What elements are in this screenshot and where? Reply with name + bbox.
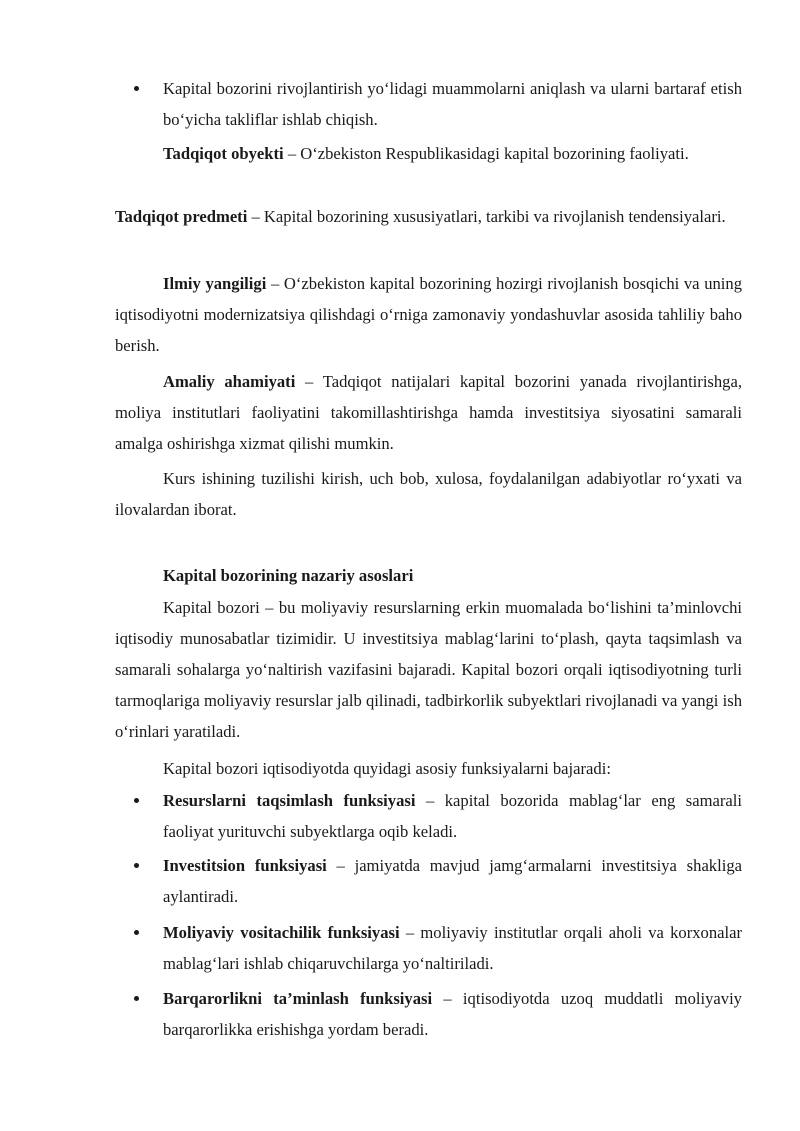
body-paragraph-2 [115, 753, 742, 784]
practical-label: Amaliy ahamiyati [163, 372, 296, 391]
bullet-icon [134, 930, 139, 935]
body-paragraph-1-text: Kapital bozori – bu moliyaviy resurslarning erkin muomalada bo‘lishini ta’minlovchi iqtisodiy munosabatlar tizimidir. U investitsiya mablag‘larini to‘plash, qayta taqsimlash va samarali sohalarga yo‘naltirish vazifasini bajaradi. Kapital bozori orqali iqtisodiyotning turli tarmoqlariga moliyaviy resurslar jalb qilinadi, tadbirkorlik subyektlari rivojlanadi va yangi ish o‘rinlari yaratiladi. [115, 598, 742, 741]
novelty-label: Ilmiy yangiligi [163, 274, 267, 293]
practical-paragraph [115, 366, 742, 459]
function-text: – iqtisodiyotda uzoq muddatli moliyaviy barqarorlikka erishishga yordam beradi. [163, 989, 742, 1039]
bullet-icon [134, 798, 139, 803]
structure-text: Kurs ishining tuzilishi kirish, uch bob, xulosa, foydalanilgan adabiyotlar ro‘yxati va ilovalardan iborat. [115, 469, 742, 519]
section-heading: Kapital bozorining nazariy asoslari [163, 566, 414, 585]
function-text: – jamiyatda mavjud jamg‘armalarni investitsiya shakliga aylantiradi. [163, 856, 742, 906]
research-object-paragraph [115, 138, 742, 169]
function-label: Moliyaviy vositachilik funksiyasi [163, 923, 400, 942]
body-paragraph-2-text: Kapital bozori iqtisodiyotda quyidagi asosiy funksiyalarni bajaradi: [163, 759, 611, 778]
bullet-icon [134, 996, 139, 1001]
research-subject-label: Tadqiqot predmeti [115, 207, 248, 226]
body-paragraph-1 [115, 592, 742, 747]
intro-bullet-item [163, 73, 742, 135]
bullet-icon [134, 863, 139, 868]
function-label: Resurslarni taqsimlash funksiyasi [163, 791, 416, 810]
function-list-item [163, 850, 742, 912]
function-list-item [163, 917, 742, 979]
function-label: Barqarorlikni ta’minlash funksiyasi [163, 989, 433, 1008]
novelty-text: – O‘zbekiston kapital bozorining hozirgi rivojlanish bosqichi va uning iqtisodiyotni modernizatsiya qilishdagi o‘rniga zamonaviy yondashuvlar asosida tahliliy baho berish. [115, 274, 742, 355]
intro-bullet-text: Kapital bozorini rivojlantirish yo‘lidagi muammolarni aniqlash va ularni bartaraf etish bo‘yicha takliflar ishlab chiqish. [163, 79, 742, 129]
practical-text: – Tadqiqot natijalari kapital bozorini yanada rivojlantirishga, moliya institutlari faoliyatini takomillashtirishga hamda investitsiya siyosatini samarali amalga oshirishga xizmat qilishi mumkin. [115, 372, 742, 453]
bullet-icon [134, 86, 139, 91]
research-object-text: – O‘zbekiston Respublikasidagi kapital bozorining faoliyati. [283, 144, 689, 163]
structure-paragraph [115, 463, 742, 525]
function-text: – moliyaviy institutlar orqali aholi va korxonalar mablag‘lari ishlab chiqaruvchilarga yo‘naltiriladi. [163, 923, 742, 973]
function-list-item [163, 785, 742, 847]
research-subject-paragraph [115, 201, 742, 232]
function-text: – kapital bozorida mablag‘lar eng samarali faoliyat yurituvchi subyektlarga oqib keladi. [163, 791, 742, 841]
research-object-label: Tadqiqot obyekti [163, 144, 284, 163]
research-subject-text: – Kapital bozorining xususiyatlari, tarkibi va rivojlanish tendensiyalari. [247, 207, 726, 226]
novelty-paragraph [115, 268, 742, 361]
function-list-item [163, 983, 742, 1045]
function-label: Investitsion funksiyasi [163, 856, 327, 875]
